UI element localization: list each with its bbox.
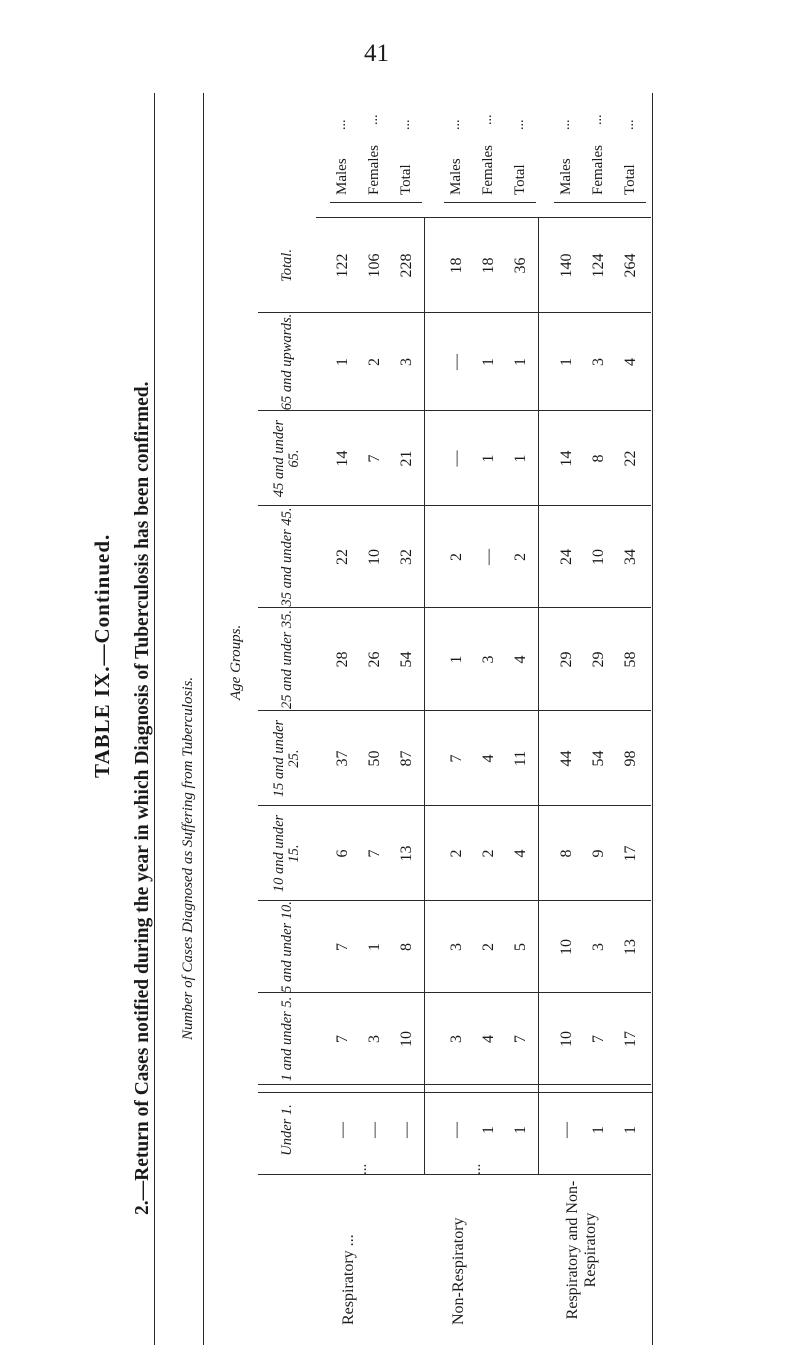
cell: 87	[398, 750, 415, 767]
col-under-1: Under 1.	[278, 1104, 295, 1156]
cell: 22	[622, 450, 639, 467]
cell: 54	[590, 750, 607, 767]
cell: 1	[512, 1126, 529, 1134]
cell: 1	[366, 943, 383, 951]
cell: 3	[366, 1035, 383, 1043]
col-total: Total.	[278, 249, 295, 282]
row-dots: ...	[334, 119, 349, 130]
row-label: Total	[622, 164, 638, 195]
col-15-25: 15 and under 25.	[271, 719, 302, 798]
cell: —	[480, 549, 497, 565]
col-25-35: 25 and under 35.	[278, 609, 295, 710]
cell: 22	[334, 549, 351, 565]
cell: —	[448, 1122, 465, 1138]
table-title: TABLE IX.—Continued.	[90, 533, 114, 778]
cell: 9	[590, 849, 607, 858]
cell: 10	[398, 1031, 415, 1047]
table-row	[360, 93, 390, 1175]
cell: 3	[448, 943, 465, 951]
cell: —	[448, 450, 465, 467]
cell: 2	[480, 849, 497, 858]
cell: —	[366, 1122, 383, 1138]
cell: 2	[448, 849, 465, 858]
cell: 13	[398, 845, 415, 862]
col-5-10: 5 and under 10.	[278, 901, 295, 993]
cell: 1	[512, 358, 529, 366]
cell: 1	[558, 358, 575, 366]
row-label: Females	[480, 145, 496, 195]
cell: 106	[366, 253, 383, 278]
cell: 7	[512, 1035, 529, 1043]
row-label: Total	[398, 164, 414, 195]
row-label: Total	[512, 164, 528, 195]
cell: 124	[590, 253, 607, 278]
cell: 4	[512, 655, 529, 664]
table-caption: Number of Cases Diagnosed as Suffering from Tuberculosis.	[180, 676, 196, 1040]
table-row	[584, 93, 614, 1175]
cell: 1	[480, 358, 497, 366]
cell: 28	[334, 651, 351, 668]
cell: 32	[398, 549, 415, 565]
table-subtitle: 2.—Return of Cases notified during the year in which Diagnosis of Tuberculosis has been confirmed.	[132, 381, 153, 1215]
cell: 29	[558, 651, 575, 668]
row-label: Males	[558, 158, 574, 195]
col-35-45: 35 and under 45.	[278, 507, 295, 607]
col-1-5: 1 and under 5.	[278, 996, 295, 1082]
cell: 1	[512, 454, 529, 463]
cell: 26	[366, 651, 383, 668]
cell: 2	[448, 553, 465, 561]
group-label-respiratory: Respiratory ...	[340, 1234, 357, 1325]
cell: 1	[480, 454, 497, 463]
cell: 8	[558, 849, 575, 858]
col-45-65: 45 and under 65.	[271, 419, 302, 498]
table-row	[616, 93, 646, 1175]
cell: 36	[512, 257, 529, 274]
cell: 29	[590, 651, 607, 668]
cell: 8	[590, 454, 607, 463]
row-label: Females	[366, 145, 382, 195]
cell: 140	[558, 253, 575, 278]
outer-rule-mid	[203, 93, 204, 1345]
row-dots: ...	[366, 114, 381, 125]
group-dots: ...	[354, 1163, 370, 1175]
cell: 18	[480, 257, 497, 274]
cell: 17	[622, 1031, 639, 1047]
cell: 5	[512, 943, 529, 951]
cell: 14	[558, 450, 575, 467]
cell: 1	[448, 655, 465, 664]
cell: 10	[366, 549, 383, 565]
cell: 4	[622, 358, 639, 366]
cell: 18	[448, 257, 465, 274]
cell: 1	[590, 1126, 607, 1134]
cell: 122	[334, 253, 351, 278]
age-groups-heading: Age Groups.	[228, 624, 244, 700]
cell: 34	[622, 549, 639, 565]
table-row	[328, 93, 358, 1175]
table-row	[392, 93, 422, 1175]
group-label-non-respiratory: Non-Respiratory	[450, 1217, 467, 1325]
row-dots: ...	[622, 119, 637, 130]
cell: 7	[366, 454, 383, 463]
cell: 4	[480, 754, 497, 763]
cell: 14	[334, 450, 351, 467]
cell: 3	[448, 1035, 465, 1043]
cell: 98	[622, 750, 639, 767]
cell: 4	[480, 1035, 497, 1043]
cell: —	[448, 354, 465, 370]
cell: 17	[622, 845, 639, 862]
cell: —	[334, 1122, 351, 1138]
cell: 10	[590, 549, 607, 565]
cell: 7	[590, 1035, 607, 1043]
cell: 58	[622, 651, 639, 668]
cell: 3	[480, 655, 497, 664]
cell: 4	[512, 849, 529, 858]
row-dots: ...	[558, 119, 573, 130]
table-row	[442, 93, 472, 1175]
row-dots: ...	[512, 119, 527, 130]
cell: 37	[334, 750, 351, 767]
cell: 7	[448, 754, 465, 763]
row-dots: ...	[448, 119, 463, 130]
group-dots: ...	[468, 1163, 484, 1175]
cell: 228	[398, 253, 415, 278]
cell: —	[558, 1122, 575, 1138]
cell: 8	[398, 943, 415, 951]
cell: 1	[622, 1126, 639, 1134]
cell: 11	[512, 750, 529, 767]
outer-rule-left	[154, 93, 155, 1345]
cell: 264	[622, 253, 639, 278]
cell: 10	[558, 1031, 575, 1047]
cell: 21	[398, 450, 415, 467]
col-65-up: 65 and upwards.	[278, 313, 295, 411]
table-row	[474, 93, 504, 1175]
cell: 7	[334, 943, 351, 951]
table-row	[506, 93, 536, 1175]
cell: 2	[512, 553, 529, 561]
column-header-row	[258, 93, 316, 1175]
data-table	[258, 93, 651, 1175]
row-label: Males	[334, 158, 350, 195]
outer-rule-right	[652, 93, 653, 1345]
cell: 6	[334, 849, 351, 858]
cell: 2	[366, 358, 383, 366]
cell: 44	[558, 750, 575, 767]
cell: 13	[622, 939, 639, 955]
row-label: Females	[590, 145, 606, 195]
table-row	[552, 93, 582, 1175]
cell: 1	[334, 358, 351, 366]
cell: —	[398, 1122, 415, 1138]
cell: 50	[366, 750, 383, 767]
col-10-15: 10 and under 15.	[271, 814, 302, 893]
row-dots: ...	[590, 114, 605, 125]
cell: 54	[398, 651, 415, 668]
cell: 10	[558, 939, 575, 955]
cell: 3	[590, 943, 607, 951]
cell: 3	[590, 358, 607, 366]
row-dots: ...	[480, 114, 495, 125]
cell: 7	[334, 1035, 351, 1043]
row-label: Males	[448, 158, 464, 195]
cell: 2	[480, 943, 497, 951]
cell: 7	[366, 849, 383, 858]
cell: 3	[398, 358, 415, 366]
group-label-combined: Respiratory and Non-Respiratory	[564, 1180, 599, 1320]
page-number: 41	[364, 40, 389, 67]
cell: 24	[558, 549, 575, 565]
row-dots: ...	[398, 119, 413, 130]
cell: 1	[480, 1126, 497, 1134]
